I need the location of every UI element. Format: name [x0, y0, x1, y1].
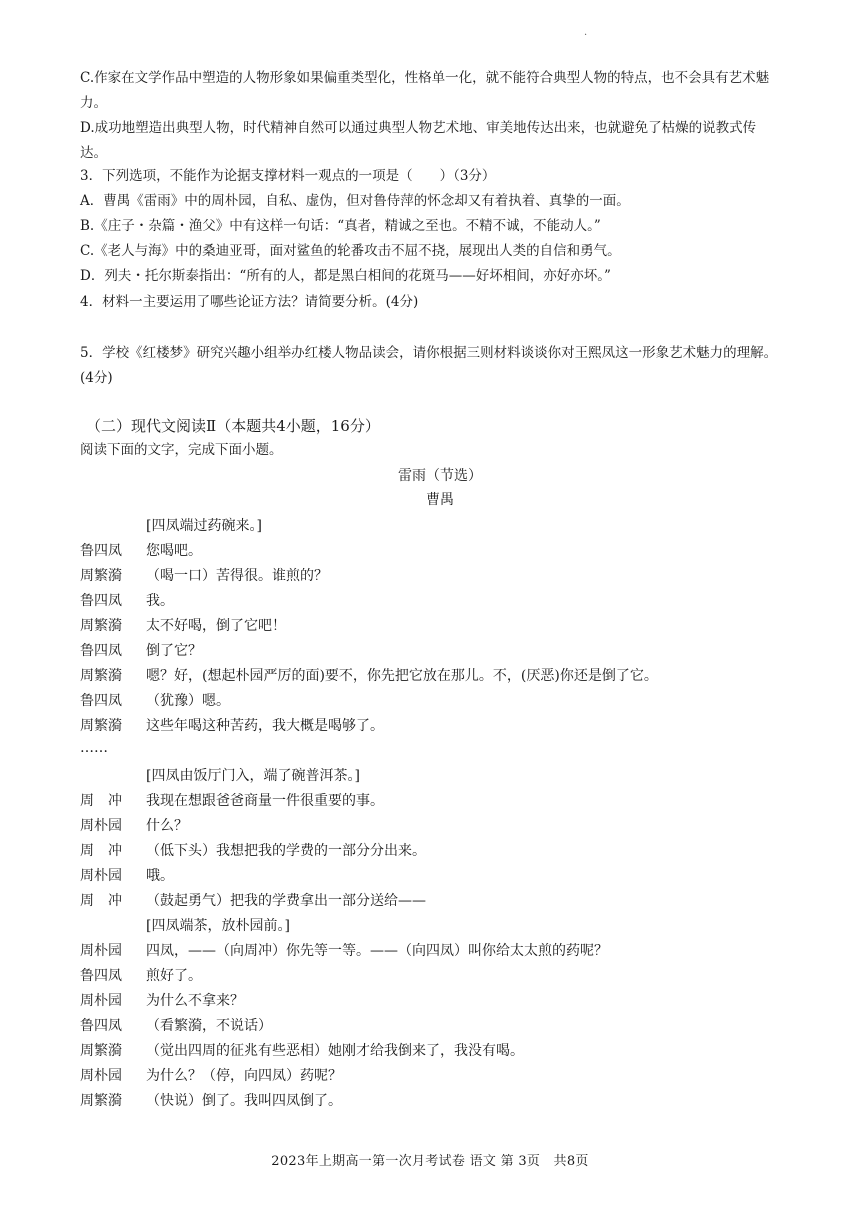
speaker-name: 鲁四凤: [80, 543, 122, 559]
speaker-name: 周朴园: [80, 868, 122, 884]
option-d: D.成功地塑造出典型人物，时代精神自然可以通过典型人物艺术地、审美地传达出来，也就避免了枯燥的说教式传达。: [80, 120, 757, 161]
script-line: [80, 1066, 342, 1086]
speaker-name: 鲁四凤: [80, 968, 122, 984]
script-line: [80, 941, 608, 961]
question-3-option-b: B.《庄子・杂篇・渔父》中有这样一句话：“真者，精诚之至也。不精不诚，不能动人。”: [80, 218, 601, 234]
top-dot: ·: [584, 30, 588, 41]
script-line: [80, 816, 188, 836]
speaker-name: 鲁四凤: [80, 643, 122, 659]
script-line: [80, 1016, 272, 1036]
speech-text: 四凤，——（向周冲）你先等一等。——（向四凤）叫你给太太煎的药呢？: [146, 943, 608, 959]
speech-text: 我现在想跟爸爸商量一件很重要的事。: [146, 793, 384, 809]
speaker-name: 周繁漪: [80, 668, 122, 684]
script-line: [80, 1091, 342, 1111]
speech-text: 嗯？好，(想起朴园严厉的面)要不，你先把它放在那儿。不，(厌恶)你还是倒了它。: [146, 668, 658, 684]
script-line: [80, 841, 426, 861]
speaker-name: 周繁漪: [80, 618, 122, 634]
question-4: 4．材料一主要运用了哪些论证方法？请简要分析。(4分): [80, 294, 419, 310]
speaker-name: 周繁漪: [80, 568, 122, 584]
speech-text: 倒了它？: [146, 643, 202, 659]
speaker-name: 周朴园: [80, 1068, 122, 1084]
speaker-name: 周朴园: [80, 943, 122, 959]
script-line: [80, 991, 244, 1011]
speaker-name: 周 冲: [80, 893, 122, 909]
question-3-option-d: D．列夫・托尔斯泰指出：“所有的人，都是黑白相间的花斑马——好坏相间，亦好亦坏。”: [80, 268, 611, 284]
speech-text: 这些年喝这种苦药，我大概是喝够了。: [146, 718, 384, 734]
script-line: [80, 866, 174, 886]
speaker-name: 周 冲: [80, 843, 122, 859]
script-line: [80, 566, 328, 586]
section-heading: （二）现代文阅读Ⅱ（本题共4小题，16分）: [86, 417, 380, 435]
script-line: [80, 966, 202, 986]
speaker-name: 周繁漪: [80, 1093, 122, 1109]
speech-text: 太不好喝，倒了它吧！: [146, 618, 286, 634]
speech-text: 您喝吧。: [146, 543, 202, 559]
script-line: [80, 641, 202, 661]
question-5: 5．学校《红楼梦》研究兴趣小组举办红楼人物品读会，请你根据三则材料谈谈你对王熙凤这一形象艺术魅力的理解。(4分): [80, 345, 778, 386]
speech-text: （犹豫）嗯。: [146, 693, 230, 709]
speech-text: 煎好了。: [146, 968, 202, 984]
option-c: C.作家在文学作品中塑造的人物形象如果偏重类型化，性格单一化，就不能符合典型人物的特点，也不会具有艺术魅力。: [80, 70, 770, 111]
speech-text: 我。: [146, 593, 174, 609]
speaker-name: 周朴园: [80, 993, 122, 1009]
speech-text: 为什么？（停，向四凤）药呢？: [146, 1068, 342, 1084]
speaker-name: 周繁漪: [80, 1043, 122, 1059]
script-line: [80, 541, 202, 561]
script-line: [80, 616, 286, 636]
speech-text: 为什么不拿来？: [146, 993, 244, 1009]
script-line: [80, 791, 384, 811]
question-3-stem: 3．下列选项，不能作为论据支撑材料一观点的一项是（ ）（3分）: [80, 168, 496, 184]
ellipsis: ……: [80, 740, 108, 756]
script-line: [80, 716, 384, 736]
script-line: [80, 666, 658, 686]
script-line: [80, 891, 426, 911]
speech-text: （鼓起勇气）把我的学费拿出一部分送给——: [146, 893, 426, 909]
speech-text: 哦。: [146, 868, 174, 884]
stage-direction: [四凤端过药碗来。]: [146, 518, 262, 534]
speech-text: （看繁漪，不说话）: [146, 1018, 272, 1034]
stage-direction: [四凤端茶，放朴园前。]: [146, 918, 290, 934]
speaker-name: 鲁四凤: [80, 1018, 122, 1034]
section-instruction: 阅读下面的文字，完成下面小题。: [80, 442, 283, 458]
script-line: [80, 591, 174, 611]
stage-direction: [四凤由饭厅门入，端了碗普洱茶。]: [146, 768, 360, 784]
speech-text: 什么？: [146, 818, 188, 834]
page-footer: 2023年上期高一第一次月考试卷 语文 第 3页 共8页: [271, 1154, 589, 1169]
speaker-name: 鲁四凤: [80, 693, 122, 709]
speaker-name: 周 冲: [80, 793, 122, 809]
passage-author: 曹禺: [426, 492, 454, 508]
speech-text: （觉出四周的征兆有些恶相）她刚才给我倒来了，我没有喝。: [146, 1043, 524, 1059]
speech-text: （喝一口）苦得很。谁煎的？: [146, 568, 328, 584]
speaker-name: 周朴园: [80, 818, 122, 834]
script-line: [80, 1041, 524, 1061]
speaker-name: 鲁四凤: [80, 593, 122, 609]
speaker-name: 周繁漪: [80, 718, 122, 734]
speech-text: （快说）倒了。我叫四凤倒了。: [146, 1093, 342, 1109]
passage-title: 雷雨（节选）: [398, 468, 482, 484]
question-3-option-c: C.《老人与海》中的桑迪亚哥，面对鲨鱼的轮番攻击不屈不挠，展现出人类的自信和勇气。: [80, 243, 621, 259]
script-line: [80, 691, 230, 711]
question-3-option-a: A．曹禺《雷雨》中的周朴园，自私、虚伪，但对鲁侍萍的怀念却又有着执着、真挚的一面。: [80, 193, 630, 209]
speech-text: （低下头）我想把我的学费的一部分分出来。: [146, 843, 426, 859]
